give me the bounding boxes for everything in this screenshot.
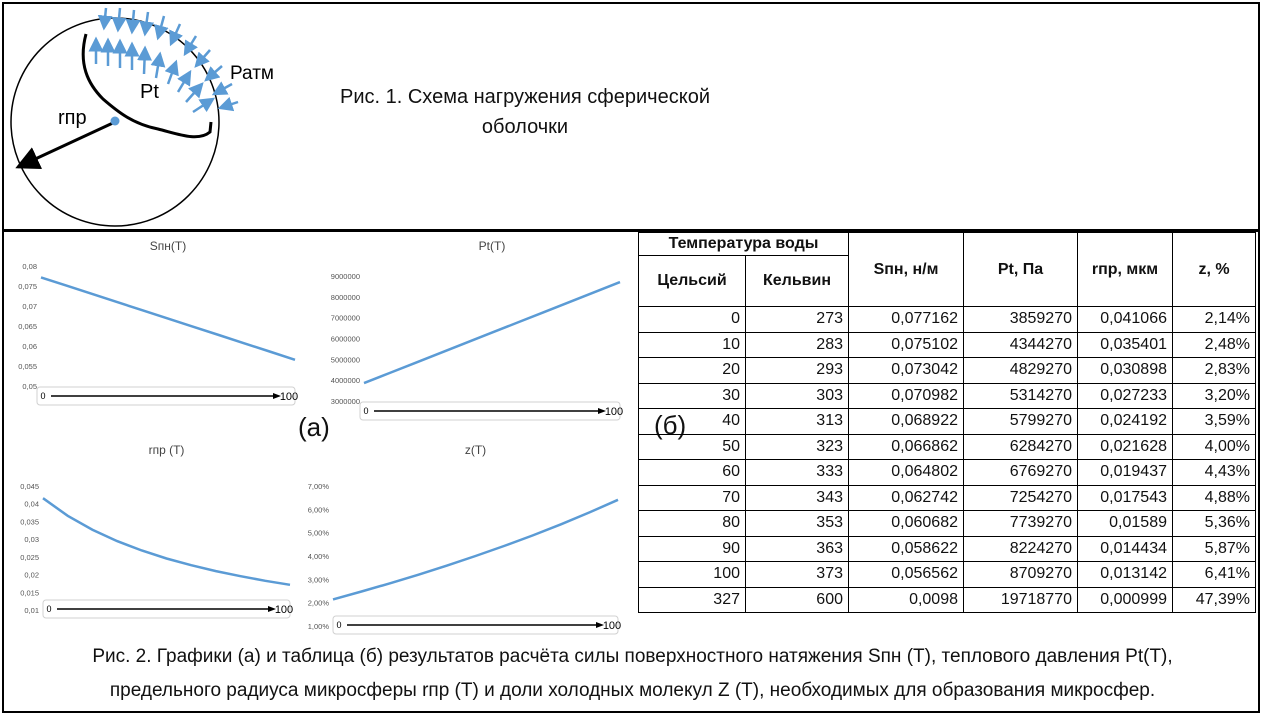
- table-row: [639, 434, 1256, 460]
- table-header-group: Температура воды: [639, 233, 849, 256]
- table-cell: 6284270: [964, 434, 1078, 460]
- table-cell: 600: [746, 587, 849, 613]
- thermal-pressure-label: Pt: [140, 81, 159, 103]
- y-tick-label: 6000000: [330, 334, 360, 344]
- table-row: [639, 511, 1256, 537]
- table-cell: 0,066862: [849, 434, 964, 460]
- results-table: [638, 232, 1256, 613]
- table-cell: 0,041066: [1078, 307, 1173, 333]
- table-row: [639, 332, 1256, 358]
- table-cell: 0,024192: [1078, 409, 1173, 435]
- sphere-loading-diagram: [8, 4, 298, 226]
- table-cell: 0,070982: [849, 383, 964, 409]
- table-cell: 0,068922: [849, 409, 964, 435]
- table-cell: 4,00%: [1173, 434, 1256, 460]
- table-cell: 373: [746, 562, 849, 588]
- table-row: [639, 409, 1256, 435]
- table-row: [639, 587, 1256, 613]
- table-cell: 0,021628: [1078, 434, 1173, 460]
- table-cell: 333: [746, 460, 849, 486]
- sphere-center: [111, 117, 120, 126]
- table-cell: 0,056562: [849, 562, 964, 588]
- table-cell: 343: [746, 485, 849, 511]
- label-a: (а): [298, 412, 330, 442]
- chart-thermal-pressure: [302, 236, 627, 418]
- table-cell: 0,030898: [1078, 358, 1173, 384]
- y-tick-label: 0,045: [20, 482, 39, 491]
- y-tick-label: 0,065: [18, 322, 37, 331]
- y-tick-label: 7,00%: [307, 482, 329, 491]
- y-tick-label: 7000000: [330, 313, 360, 323]
- table-row: [639, 383, 1256, 409]
- x-axis-end-label: 100: [604, 406, 624, 418]
- x-axis-start-label: 0: [363, 406, 369, 416]
- table-cell: 30: [639, 383, 746, 409]
- series-line: [333, 500, 618, 600]
- table-cell: 4,43%: [1173, 460, 1256, 486]
- col-header-pressure: Pt, Па: [964, 233, 1078, 307]
- y-tick-label: 3000000: [330, 397, 360, 406]
- y-tick-label: 2,00%: [307, 598, 329, 608]
- col-header-z: z, %: [1173, 233, 1256, 307]
- table-cell: 2,48%: [1173, 332, 1256, 358]
- chart-limit-radius: [5, 440, 295, 630]
- y-tick-label: 0,03: [24, 535, 39, 545]
- table-row: [639, 358, 1256, 384]
- table-cell: 7254270: [964, 485, 1078, 511]
- table-cell: 0,060682: [849, 511, 964, 537]
- col-header-radius: rпр, мкм: [1078, 233, 1173, 307]
- table-cell: 10: [639, 332, 746, 358]
- x-axis-end-label: 100: [279, 391, 299, 403]
- table-cell: 293: [746, 358, 849, 384]
- table-cell: 8224270: [964, 536, 1078, 562]
- table-cell: 0,027233: [1078, 383, 1173, 409]
- y-tick-label: 6,00%: [307, 505, 329, 515]
- y-tick-label: 4000000: [330, 376, 360, 386]
- series-line: [41, 277, 295, 359]
- table-cell: 0,077162: [849, 307, 964, 333]
- col-header-kelvin: Кельвин: [746, 256, 849, 307]
- table-row: [639, 485, 1256, 511]
- table-cell: 353: [746, 511, 849, 537]
- table-cell: 6769270: [964, 460, 1078, 486]
- table-cell: 0,062742: [849, 485, 964, 511]
- x-axis-end-label: 100: [602, 620, 622, 632]
- y-tick-label: 8000000: [330, 292, 360, 302]
- figure2-caption-line1: Рис. 2. Графики (а) и таблица (б) результатов расчёта силы поверхностного натяжения Sпн (T), теплового давления Pt(T),: [92, 646, 1173, 667]
- table-cell: 363: [746, 536, 849, 562]
- table-cell: 3859270: [964, 307, 1078, 333]
- y-tick-label: 0,05: [22, 382, 37, 391]
- table-cell: 7739270: [964, 511, 1078, 537]
- label-b: (б): [654, 410, 687, 440]
- y-tick-label: 1,00%: [307, 622, 329, 631]
- table-cell: 273: [746, 307, 849, 333]
- y-tick-label: 0,02: [24, 570, 39, 580]
- y-tick-label: 5000000: [330, 355, 360, 365]
- col-header-celsius: Цельсий: [639, 256, 746, 307]
- y-tick-label: 0,055: [18, 362, 37, 371]
- table-cell: 5,36%: [1173, 511, 1256, 537]
- table-cell: 0: [639, 307, 746, 333]
- y-tick-label: 0,07: [22, 302, 37, 311]
- table-cell: 100: [639, 562, 746, 588]
- chart-title: Sпн(T): [149, 239, 187, 253]
- table-cell: 6,41%: [1173, 562, 1256, 588]
- pressure-arrows: [96, 8, 238, 112]
- chart-title: rпр (T): [148, 443, 185, 457]
- chart-cold-molecules: [288, 440, 630, 630]
- table-cell: 0,073042: [849, 358, 964, 384]
- y-tick-label: 0,075: [18, 282, 37, 291]
- radius-label: rпр: [58, 107, 87, 129]
- figure2-caption-line2: предельного радиуса микросферы rпр (T) и доли холодных молекул Z (T), необходимых для образования микросфер.: [109, 680, 1156, 701]
- table-cell: 0,019437: [1078, 460, 1173, 486]
- table-cell: 70: [639, 485, 746, 511]
- table-cell: 3,59%: [1173, 409, 1256, 435]
- table-cell: 4829270: [964, 358, 1078, 384]
- table-cell: 0,0098: [849, 587, 964, 613]
- table-cell: 5799270: [964, 409, 1078, 435]
- y-tick-label: 0,06: [22, 342, 37, 351]
- x-axis-end-label: 100: [274, 604, 294, 616]
- table-cell: 2,14%: [1173, 307, 1256, 333]
- table-cell: 0,013142: [1078, 562, 1173, 588]
- y-tick-label: 0,025: [20, 552, 39, 562]
- y-tick-label: 0,015: [20, 588, 39, 598]
- table-cell: 50: [639, 434, 746, 460]
- table-cell: 20: [639, 358, 746, 384]
- table-cell: 0,014434: [1078, 536, 1173, 562]
- table-cell: 0,01589: [1078, 511, 1173, 537]
- table-cell: 0,058622: [849, 536, 964, 562]
- table-cell: 5314270: [964, 383, 1078, 409]
- y-tick-label: 0,035: [20, 517, 39, 527]
- table-cell: 4,88%: [1173, 485, 1256, 511]
- table-cell: 4344270: [964, 332, 1078, 358]
- table-row: [639, 307, 1256, 333]
- y-tick-label: 4,00%: [307, 552, 329, 561]
- table-cell: 323: [746, 434, 849, 460]
- y-tick-label: 0,04: [24, 499, 39, 509]
- table-cell: 0,000999: [1078, 587, 1173, 613]
- x-axis-start-label: 0: [40, 391, 46, 401]
- table-cell: 0,017543: [1078, 485, 1173, 511]
- figure2-caption: [10, 640, 1255, 708]
- table-row: [639, 460, 1256, 486]
- table-cell: 0,075102: [849, 332, 964, 358]
- table-cell: 5,87%: [1173, 536, 1256, 562]
- table-cell: 8709270: [964, 562, 1078, 588]
- chart-title: z(T): [464, 443, 487, 457]
- table-cell: 3,20%: [1173, 383, 1256, 409]
- y-tick-label: 9000000: [330, 272, 360, 281]
- table-row: [639, 536, 1256, 562]
- table-cell: 327: [639, 587, 746, 613]
- y-tick-label: 3,00%: [307, 575, 329, 585]
- table-cell: 19718770: [964, 587, 1078, 613]
- series-line: [364, 282, 620, 383]
- table-cell: 47,39%: [1173, 587, 1256, 613]
- col-header-tension: Sпн, н/м: [849, 233, 964, 307]
- table-cell: 60: [639, 460, 746, 486]
- series-line: [43, 498, 290, 585]
- table-cell: 2,83%: [1173, 358, 1256, 384]
- table-cell: 40: [639, 409, 746, 435]
- x-axis-start-label: 0: [336, 620, 342, 630]
- chart-surface-tension: [5, 236, 300, 410]
- table-cell: 283: [746, 332, 849, 358]
- y-tick-label: 0,01: [24, 606, 39, 615]
- y-tick-label: 0,08: [22, 262, 37, 271]
- table-cell: 90: [639, 536, 746, 562]
- table-cell: 313: [746, 409, 849, 435]
- atmospheric-pressure-label: Ратм: [230, 63, 274, 84]
- table-cell: 303: [746, 383, 849, 409]
- figure1-caption: Рис. 1. Схема нагружения сферической оболочки: [339, 86, 710, 138]
- y-tick-label: 5,00%: [307, 528, 329, 538]
- table-row: [639, 562, 1256, 588]
- table-cell: 0,035401: [1078, 332, 1173, 358]
- x-axis-start-label: 0: [46, 604, 52, 614]
- chart-title: Pt(T): [478, 239, 506, 253]
- table-cell: 0,064802: [849, 460, 964, 486]
- table-cell: 80: [639, 511, 746, 537]
